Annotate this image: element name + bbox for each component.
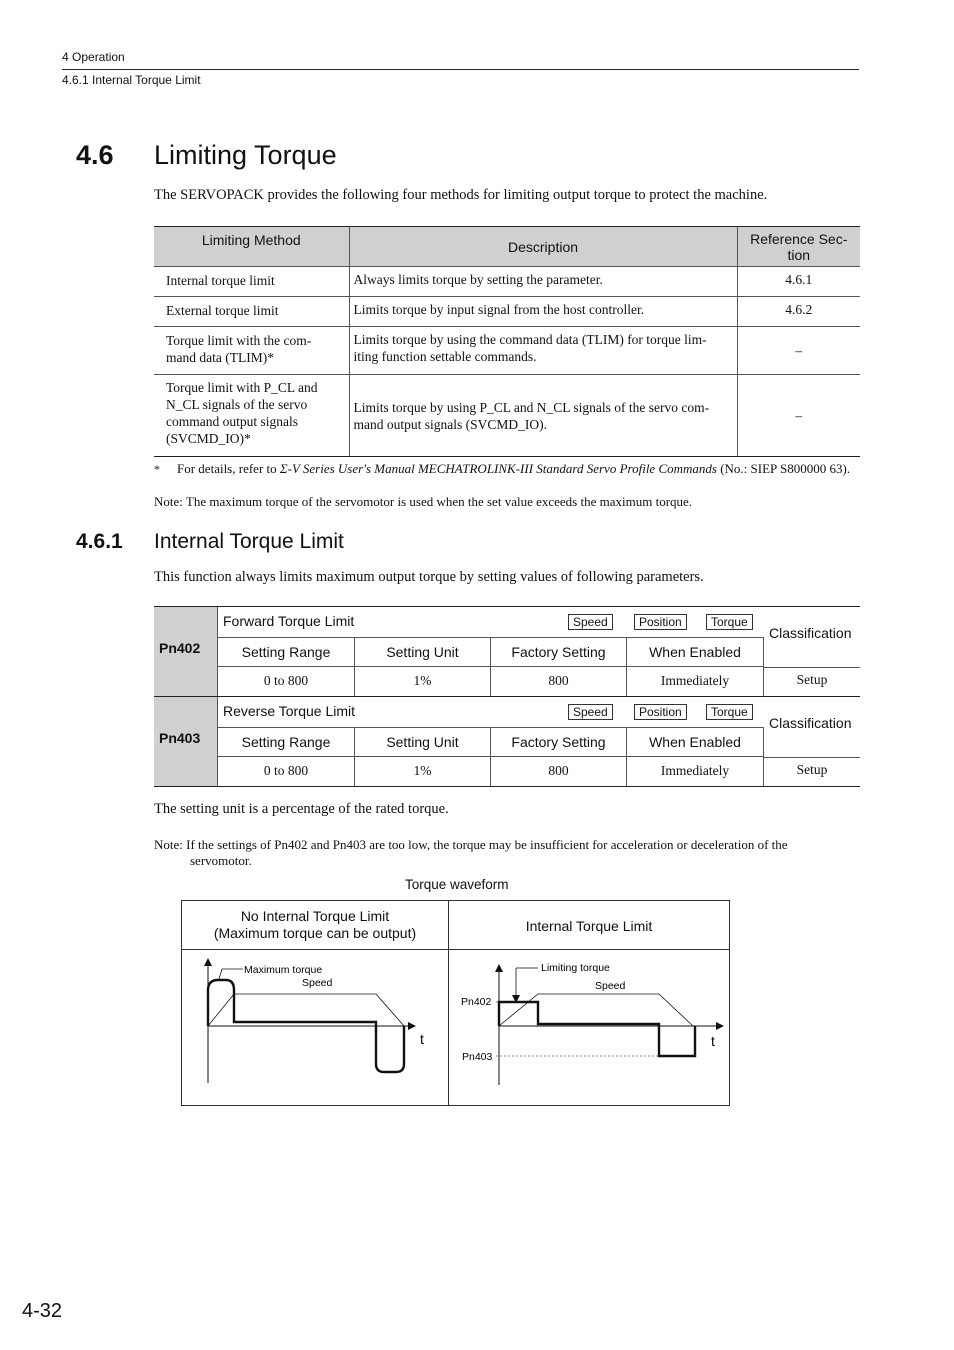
method-cell: Internal torque limit [154, 267, 349, 297]
method-cell: Torque limit with the com- mand data (TLIM)* [154, 327, 349, 375]
factory-setting-header: Factory Setting [491, 728, 627, 756]
pn403-label: Pn403 [462, 1051, 493, 1063]
setting-range-header: Setting Range [218, 728, 355, 756]
col-header-description: Description [349, 227, 737, 267]
torque-badge: Torque [706, 614, 753, 630]
running-header-chapter: 4 Operation [62, 50, 125, 64]
when-enabled-value: Immediately [627, 667, 764, 697]
setting-unit-value: 1% [355, 667, 491, 697]
left-t-label: t [420, 1031, 424, 1047]
param-code: Pn402 [154, 607, 218, 697]
classification-label: Classification [769, 715, 852, 731]
description-cell: Limits torque by using P_CL and N_CL signals of the servo com- mand output signals (SVCMD_IO). [349, 375, 737, 457]
setting-unit-note: The setting unit is a percentage of the rated torque. [154, 801, 449, 817]
right-t-label: t [711, 1033, 715, 1049]
running-header-section: 4.6.1 Internal Torque Limit [62, 73, 201, 87]
right-waveform [461, 962, 720, 1085]
page-number: 4-32 [22, 1300, 63, 1322]
col-header-method: Limiting Method [154, 227, 349, 267]
waveform-left-header: No Internal Torque Limit (Maximum torque can be output) [213, 908, 417, 941]
left-speed-label: Speed [302, 977, 333, 989]
footnote-suffix: (No.: SIEP S800000 63). [716, 461, 851, 476]
reference-cell: 4.6.2 [737, 297, 860, 327]
section-intro: The SERVOPACK provides the following four methods for limiting output torque to protect the machine. [154, 187, 768, 203]
right-torque-trace [499, 1002, 695, 1056]
method-cell: Torque limit with P_CL and N_CL signals of the servo command output signals (SVCMD_IO)* [154, 375, 349, 457]
description-cell: Always limits torque by setting the parameter. [349, 267, 737, 297]
factory-setting-value: 800 [491, 667, 627, 697]
description-cell: Limits torque by input signal from the host controller. [349, 297, 737, 327]
note-low-settings-cont: servomotor. [190, 853, 252, 868]
param-code: Pn403 [154, 697, 218, 787]
left-waveform [208, 962, 424, 1083]
subsection-number: 4.6.1 [76, 530, 123, 553]
classification-value: Setup [764, 757, 860, 787]
note-low-settings: Note: If the settings of Pn402 and Pn403 are too low, the torque may be insufficient for acceleration or deceleration of the [154, 837, 788, 852]
classification-label: Classification [769, 625, 852, 641]
setting-unit-header: Setting Unit [355, 728, 491, 756]
classification-value: Setup [764, 667, 860, 697]
setting-range-value: 0 to 800 [218, 757, 355, 787]
subsection-title: Internal Torque Limit [154, 530, 344, 553]
param-name: Forward Torque Limit [223, 613, 355, 629]
right-speed-label: Speed [595, 980, 626, 992]
setting-unit-header: Setting Unit [355, 638, 491, 666]
reference-cell: 4.6.1 [737, 267, 860, 297]
when-enabled-value: Immediately [627, 757, 764, 787]
note-max-torque: Note: The maximum torque of the servomotor is used when the set value exceeds the maximum torque. [154, 494, 693, 509]
limiting-torque-label: Limiting torque [541, 962, 610, 974]
factory-setting-header: Factory Setting [491, 638, 627, 666]
max-torque-label: Maximum torque [244, 964, 323, 976]
when-enabled-header: When Enabled [627, 728, 764, 756]
footnote-mark: * [154, 462, 160, 476]
max-torque-leader [219, 969, 243, 979]
section-title: Limiting Torque [154, 140, 337, 170]
col-header-reference: Reference Sec- tion [737, 227, 860, 267]
position-badge: Position [634, 704, 687, 720]
footnote-prefix: For details, refer to [177, 461, 280, 476]
when-enabled-header: When Enabled [627, 638, 764, 666]
setting-range-value: 0 to 800 [218, 667, 355, 697]
section-number: 4.6 [76, 140, 114, 170]
torque-badge: Torque [706, 704, 753, 720]
speed-badge: Speed [568, 704, 613, 720]
waveform-right-header: Internal Torque Limit [525, 918, 653, 934]
waveform-title: Torque waveform [405, 877, 509, 892]
description-cell: Limits torque by using the command data (TLIM) for torque lim- iting function settable commands. [349, 327, 737, 375]
setting-range-header: Setting Range [218, 638, 355, 666]
subsection-intro: This function always limits maximum output torque by setting values of following parameters. [154, 569, 704, 585]
param-name: Reverse Torque Limit [223, 703, 356, 719]
factory-setting-value: 800 [491, 757, 627, 787]
manual-title: Σ-V Series User's Manual MECHATROLINK-III Standard Servo Profile Commands [279, 461, 717, 476]
method-cell: External torque limit [154, 297, 349, 327]
position-badge: Position [634, 614, 687, 630]
reference-cell: – [737, 327, 860, 375]
speed-badge: Speed [568, 614, 613, 630]
right-speed-trace [499, 994, 693, 1026]
setting-unit-value: 1% [355, 757, 491, 787]
pn402-label: Pn402 [461, 996, 492, 1008]
reference-cell: – [737, 375, 860, 457]
